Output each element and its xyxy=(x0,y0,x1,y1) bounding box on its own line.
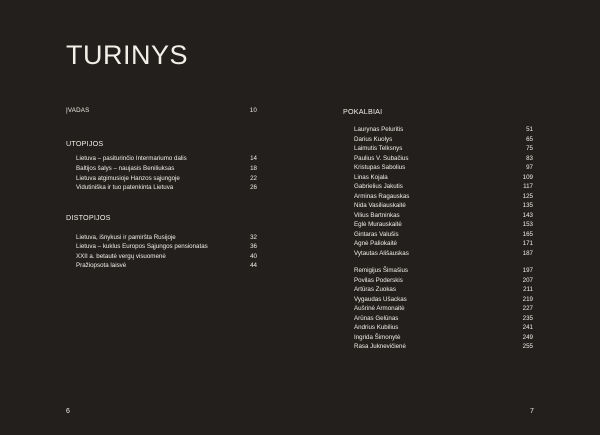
toc-entry[interactable] xyxy=(354,202,533,210)
toc-entry-label: Gabrielius Jakutis xyxy=(354,183,403,190)
toc-entry-ivadas[interactable] xyxy=(66,107,257,115)
toc-entry-page: 51 xyxy=(526,126,533,133)
toc-entry-page: 65 xyxy=(526,135,533,143)
page-title: TURINYS xyxy=(66,40,189,70)
toc-entry-page: 109 xyxy=(522,173,533,181)
toc-entry[interactable] xyxy=(354,212,533,220)
toc-entry-page: 219 xyxy=(522,295,533,303)
toc-entry-page: 83 xyxy=(526,154,533,162)
toc-entry-page: 36 xyxy=(250,243,257,250)
toc-entry-page: 187 xyxy=(522,249,533,257)
toc-entry-page: 32 xyxy=(250,234,257,241)
toc-entry-page: 14 xyxy=(250,155,257,162)
toc-entry-page: 97 xyxy=(526,164,533,171)
toc-entry[interactable] xyxy=(354,174,533,182)
toc-entry-label: Vygaudas Ušackas xyxy=(354,295,407,303)
toc-entry[interactable] xyxy=(354,231,533,239)
toc-entry-label: Ingrida Šimonytė xyxy=(354,333,401,341)
toc-entry-page: 153 xyxy=(522,221,533,228)
toc-entry[interactable] xyxy=(76,155,257,163)
toc-entry-page: 249 xyxy=(522,333,533,341)
toc-entry-label: Agnė Paliokaitė xyxy=(354,240,397,247)
toc-entry-page: 241 xyxy=(522,324,533,331)
toc-entry[interactable] xyxy=(354,334,533,342)
toc-entry-label: Lietuva atgimusioje Hanzos sąjungoje xyxy=(76,175,180,182)
toc-entry-page: 197 xyxy=(522,267,533,274)
toc-entry-page: 211 xyxy=(523,286,533,293)
page-number: 6 xyxy=(66,408,70,415)
toc-entry[interactable] xyxy=(354,343,533,351)
toc-entry-page: 117 xyxy=(523,183,533,190)
toc-entry[interactable] xyxy=(76,253,257,261)
toc-entry-label: Darius Kuolys xyxy=(354,135,393,143)
toc-entry-label: Gintaras Valušis xyxy=(354,230,399,238)
toc-entry-label: Arminas Ragauskas xyxy=(354,192,410,200)
toc-entry-label: Linas Kojala xyxy=(354,173,388,181)
toc-entry-page: 235 xyxy=(522,314,533,322)
toc-entry-label: Paulius V. Subačius xyxy=(354,154,409,162)
toc-entry-label: ĮVADAS xyxy=(66,107,90,114)
toc-entry-page: 135 xyxy=(522,202,533,209)
toc-entry-label: Eglė Murauskaitė xyxy=(354,221,402,228)
toc-entry[interactable] xyxy=(354,315,533,323)
toc-entry[interactable] xyxy=(354,324,533,332)
toc-entry-page: 75 xyxy=(526,145,533,152)
toc-entry-page: 255 xyxy=(522,343,533,350)
toc-entry-label: Lietuva – kuklus Europos Sąjungos pensionatas xyxy=(76,243,208,250)
toc-entry-label: Laimutis Telksnys xyxy=(354,145,403,152)
toc-entry[interactable] xyxy=(354,193,533,201)
toc-entry-label: Vidutiniška ir tuo patenkinta Lietuva xyxy=(76,184,174,191)
page-number: 7 xyxy=(530,408,534,415)
toc-entry-label: Rasa Juknevičienė xyxy=(354,343,406,350)
toc-entry-page: 143 xyxy=(522,211,533,219)
toc-entry-label: Povilas Poderskis xyxy=(354,276,403,284)
toc-entry[interactable] xyxy=(354,155,533,163)
toc-entry-label: Vilius Bartninkas xyxy=(354,211,400,219)
toc-entry-label: Vytautas Ališauskas xyxy=(354,249,409,257)
toc-entry[interactable] xyxy=(76,165,257,173)
toc-entry[interactable] xyxy=(76,243,257,251)
toc-entry[interactable] xyxy=(354,221,533,229)
toc-entry-page: 227 xyxy=(522,305,533,312)
toc-entry-label: Baltijos šalys – naujasis Beniliuksas xyxy=(76,165,175,172)
toc-entry[interactable] xyxy=(354,296,533,304)
toc-entry-label: Pražiopsota laisvė xyxy=(76,262,127,269)
toc-entry-page: 207 xyxy=(522,276,533,284)
toc-entry-page: 22 xyxy=(250,175,257,182)
toc-entry-label: Aušrinė Armonaitė xyxy=(354,305,405,312)
toc-entry-page: 18 xyxy=(250,165,257,172)
toc-entry-label: Artūras Zuokas xyxy=(354,286,396,293)
section-heading-utopijos: UTOPIJOS xyxy=(66,139,104,148)
section-heading-pokalbiai: POKALBIAI xyxy=(343,107,383,116)
toc-entry[interactable] xyxy=(354,277,533,285)
toc-entry[interactable] xyxy=(354,183,533,191)
toc-entry-page: 171 xyxy=(522,240,533,247)
toc-entry[interactable] xyxy=(76,234,257,242)
toc-entry-page: 26 xyxy=(250,184,257,191)
toc-entry[interactable] xyxy=(354,136,533,144)
toc-entry-label: XXII a. betautė vergų visuomenė xyxy=(76,253,166,260)
toc-entry-label: Kristupas Sabolius xyxy=(354,164,406,171)
toc-entry-label: Laurynas Peluritis xyxy=(354,126,404,133)
toc-entry-label: Andrius Kubilius xyxy=(354,324,399,331)
toc-entry[interactable] xyxy=(354,267,533,275)
toc-entry-page: 125 xyxy=(522,192,533,200)
toc-entry-page: 40 xyxy=(250,253,257,260)
toc-entry[interactable] xyxy=(76,262,257,270)
toc-entry[interactable] xyxy=(354,126,533,134)
toc-entry-label: Lietuva – pasiturinčio Intermariumo dalis xyxy=(76,155,187,162)
toc-entry[interactable] xyxy=(76,184,257,192)
toc-entry-label: Lietuva, išnykusi ir pamiršta Rusijoje xyxy=(76,234,176,241)
section-heading-distopijos: DISTOPIJOS xyxy=(66,213,111,222)
toc-entry-label: Remigijus Šimašius xyxy=(354,267,408,274)
toc-entry-label: Nida Vasiliauskaitė xyxy=(354,202,406,209)
toc-entry-page: 44 xyxy=(250,262,257,269)
toc-entry[interactable] xyxy=(76,175,257,183)
toc-entry[interactable] xyxy=(354,145,533,153)
toc-entry-page: 10 xyxy=(249,107,257,114)
toc-entry[interactable] xyxy=(354,250,533,258)
toc-entry[interactable] xyxy=(354,240,533,248)
toc-entry[interactable] xyxy=(354,286,533,294)
toc-entry-label: Arūnas Gelūnas xyxy=(354,314,399,322)
toc-entry[interactable] xyxy=(354,164,533,172)
toc-entry-page: 165 xyxy=(522,230,533,238)
toc-entry[interactable] xyxy=(354,305,533,313)
